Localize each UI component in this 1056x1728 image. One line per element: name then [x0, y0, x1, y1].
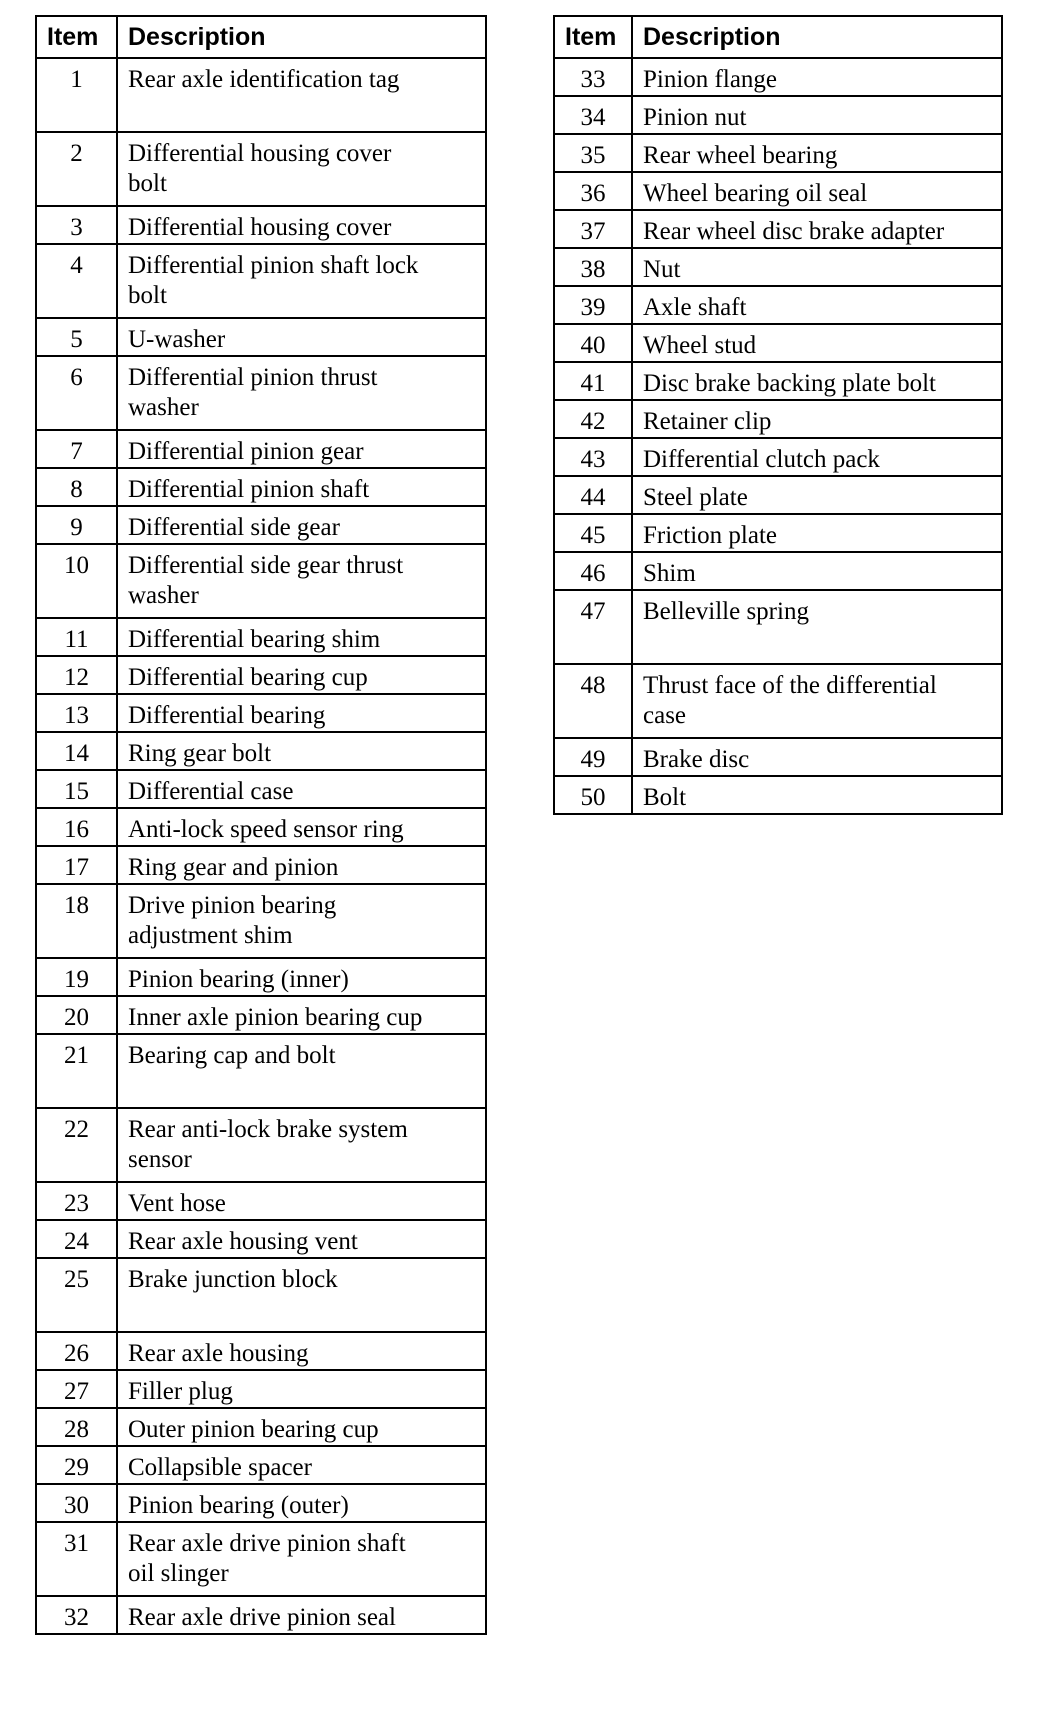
item-description	[632, 738, 1002, 776]
description-line: adjustment shim	[128, 922, 293, 949]
item-number: 18	[36, 884, 117, 958]
item-number: 35	[554, 134, 632, 172]
item-number: 49	[554, 738, 632, 776]
description-line: bolt	[128, 282, 167, 309]
item-description	[117, 808, 486, 846]
table-body-left	[36, 58, 486, 1634]
item-number: 3	[36, 206, 117, 244]
item-description	[632, 286, 1002, 324]
item-description	[117, 430, 486, 468]
description-line: washer	[128, 582, 199, 609]
description-line: Wheel stud	[643, 332, 757, 359]
description-line: Anti-lock speed sensor ring	[128, 816, 404, 843]
item-description	[117, 1408, 486, 1446]
description-line: sensor	[128, 1146, 192, 1173]
item-description	[117, 468, 486, 506]
table-row	[36, 1522, 486, 1596]
item-description	[117, 656, 486, 694]
item-number: 41	[554, 362, 632, 400]
description-line: Differential housing cover	[128, 214, 392, 241]
item-description	[632, 514, 1002, 552]
table-row	[36, 1408, 486, 1446]
description-line: Differential bearing	[128, 702, 326, 729]
item-description	[117, 1370, 486, 1408]
item-number: 34	[554, 96, 632, 134]
item-description	[117, 1332, 486, 1370]
item-description	[117, 958, 486, 996]
description-line: Rear axle housing	[128, 1340, 309, 1367]
description-line: Rear axle drive pinion seal	[128, 1604, 396, 1631]
item-number: 2	[36, 132, 117, 206]
table-row	[36, 132, 486, 206]
table-row	[36, 244, 486, 318]
description-line: oil slinger	[128, 1560, 229, 1587]
table-row	[36, 996, 486, 1034]
description-line: Rear wheel bearing	[643, 142, 838, 169]
item-number: 20	[36, 996, 117, 1034]
parts-table-right	[553, 15, 1003, 815]
table-row	[36, 1108, 486, 1182]
item-number: 5	[36, 318, 117, 356]
item-description	[632, 776, 1002, 814]
item-number: 27	[36, 1370, 117, 1408]
item-number: 15	[36, 770, 117, 808]
table-row	[36, 318, 486, 356]
item-number: 39	[554, 286, 632, 324]
table-row	[36, 1370, 486, 1408]
description-line: Differential pinion thrust	[128, 364, 378, 391]
table-header-row	[36, 16, 486, 58]
table-row	[554, 776, 1002, 814]
description-line: Brake disc	[643, 746, 750, 773]
table-row	[36, 1484, 486, 1522]
item-number: 10	[36, 544, 117, 618]
table-row	[36, 846, 486, 884]
column-header-item: Item	[554, 16, 632, 58]
description-line: U-washer	[128, 326, 226, 353]
description-line: Nut	[643, 256, 681, 283]
description-line: Shim	[643, 560, 696, 587]
item-description	[632, 172, 1002, 210]
description-line: Rear axle housing vent	[128, 1228, 358, 1255]
item-number: 40	[554, 324, 632, 362]
description-line: Vent hose	[128, 1190, 226, 1217]
item-description	[117, 694, 486, 732]
table-row	[36, 1220, 486, 1258]
table-row	[36, 770, 486, 808]
column-header-item: Item	[36, 16, 117, 58]
description-line: Bearing cap and bolt	[128, 1042, 336, 1069]
item-description	[117, 318, 486, 356]
item-number: 45	[554, 514, 632, 552]
item-description	[117, 996, 486, 1034]
table-row	[36, 468, 486, 506]
description-line: Rear axle drive pinion shaft	[128, 1530, 406, 1557]
item-description	[632, 476, 1002, 514]
item-number: 29	[36, 1446, 117, 1484]
description-line: Outer pinion bearing cup	[128, 1416, 379, 1443]
item-description	[117, 846, 486, 884]
description-line: Filler plug	[128, 1378, 233, 1405]
item-description	[117, 1484, 486, 1522]
description-line: Friction plate	[643, 522, 777, 549]
table-row	[554, 738, 1002, 776]
item-description	[117, 1034, 486, 1108]
description-line: Drive pinion bearing	[128, 892, 337, 919]
description-line: Differential housing cover	[128, 140, 392, 167]
item-description	[117, 732, 486, 770]
table-row	[36, 1596, 486, 1634]
item-description	[117, 206, 486, 244]
description-line: Disc brake backing plate bolt	[643, 370, 936, 397]
column-header-description: Description	[632, 16, 1002, 58]
description-line: Belleville spring	[643, 598, 809, 625]
item-description	[117, 132, 486, 206]
item-description	[117, 1522, 486, 1596]
item-description	[632, 210, 1002, 248]
table-row	[554, 476, 1002, 514]
item-number: 50	[554, 776, 632, 814]
description-line: Pinion flange	[643, 66, 778, 93]
item-number: 4	[36, 244, 117, 318]
table-row	[554, 248, 1002, 286]
table-row	[36, 206, 486, 244]
description-line: case	[643, 702, 687, 729]
description-line: Differential pinion gear	[128, 438, 364, 465]
description-line: Differential side gear	[128, 514, 340, 541]
item-number: 11	[36, 618, 117, 656]
column-header-description: Description	[117, 16, 486, 58]
description-line: bolt	[128, 170, 167, 197]
item-description	[117, 618, 486, 656]
description-line: Differential side gear thrust	[128, 552, 404, 579]
item-description	[117, 884, 486, 958]
table-row	[36, 958, 486, 996]
description-line: Collapsible spacer	[128, 1454, 312, 1481]
item-number: 12	[36, 656, 117, 694]
item-number: 14	[36, 732, 117, 770]
item-number: 30	[36, 1484, 117, 1522]
description-line: Rear wheel disc brake adapter	[643, 218, 945, 245]
description-line: Pinion bearing (outer)	[128, 1492, 349, 1519]
description-line: Brake junction block	[128, 1266, 338, 1293]
item-description	[117, 544, 486, 618]
item-description	[117, 58, 486, 132]
item-description	[117, 1446, 486, 1484]
description-line: Pinion nut	[643, 104, 747, 131]
item-number: 22	[36, 1108, 117, 1182]
table-row	[554, 286, 1002, 324]
description-line: Differential pinion shaft	[128, 476, 370, 503]
table-row	[36, 58, 486, 132]
table-row	[36, 544, 486, 618]
table-row	[36, 1258, 486, 1332]
description-line: Differential bearing shim	[128, 626, 381, 653]
item-description	[117, 506, 486, 544]
description-line: Differential clutch pack	[643, 446, 880, 473]
table-row	[36, 656, 486, 694]
description-line: Axle shaft	[643, 294, 747, 321]
item-number: 36	[554, 172, 632, 210]
table-row	[554, 590, 1002, 664]
table-row	[554, 210, 1002, 248]
table-row	[554, 134, 1002, 172]
table-row	[554, 172, 1002, 210]
description-line: Differential pinion shaft lock	[128, 252, 419, 279]
table-row	[554, 664, 1002, 738]
description-line: Rear axle identification tag	[128, 66, 400, 93]
item-description	[117, 1220, 486, 1258]
item-number: 44	[554, 476, 632, 514]
description-line: Inner axle pinion bearing cup	[128, 1004, 423, 1031]
table-row	[36, 430, 486, 468]
item-description	[632, 552, 1002, 590]
item-number: 13	[36, 694, 117, 732]
item-number: 23	[36, 1182, 117, 1220]
item-number: 19	[36, 958, 117, 996]
item-description	[632, 664, 1002, 738]
description-line: washer	[128, 394, 199, 421]
item-number: 33	[554, 58, 632, 96]
table-row	[36, 618, 486, 656]
table-row	[36, 1332, 486, 1370]
description-line: Pinion bearing (inner)	[128, 966, 349, 993]
description-line: Differential bearing cup	[128, 664, 368, 691]
table-row	[554, 324, 1002, 362]
item-number: 32	[36, 1596, 117, 1634]
description-line: Steel plate	[643, 484, 748, 511]
table-row	[36, 1182, 486, 1220]
item-description	[117, 244, 486, 318]
table-row	[36, 1446, 486, 1484]
table-row	[554, 438, 1002, 476]
item-number: 9	[36, 506, 117, 544]
item-number: 38	[554, 248, 632, 286]
item-description	[117, 1596, 486, 1634]
table-row	[36, 884, 486, 958]
table-row	[554, 400, 1002, 438]
item-description	[632, 58, 1002, 96]
item-number: 46	[554, 552, 632, 590]
description-line: Retainer clip	[643, 408, 772, 435]
item-number: 43	[554, 438, 632, 476]
table-row	[554, 58, 1002, 96]
item-number: 37	[554, 210, 632, 248]
table-body-right	[554, 58, 1002, 814]
item-number: 42	[554, 400, 632, 438]
description-line: Rear anti-lock brake system	[128, 1116, 408, 1143]
parts-table-left	[35, 15, 487, 1635]
item-description	[117, 1258, 486, 1332]
table-row	[36, 356, 486, 430]
description-line: Thrust face of the differential	[643, 672, 937, 699]
item-number: 7	[36, 430, 117, 468]
item-number: 25	[36, 1258, 117, 1332]
description-line: Ring gear bolt	[128, 740, 272, 767]
item-description	[117, 356, 486, 430]
item-description	[117, 1182, 486, 1220]
description-line: Wheel bearing oil seal	[643, 180, 868, 207]
item-description	[632, 96, 1002, 134]
item-description	[632, 362, 1002, 400]
item-number: 48	[554, 664, 632, 738]
table-row	[36, 732, 486, 770]
item-number: 47	[554, 590, 632, 664]
description-line: Bolt	[643, 784, 687, 811]
item-number: 1	[36, 58, 117, 132]
table-row	[554, 514, 1002, 552]
table-row	[36, 694, 486, 732]
item-description	[632, 590, 1002, 664]
item-description	[632, 134, 1002, 172]
item-number: 17	[36, 846, 117, 884]
item-number: 16	[36, 808, 117, 846]
item-description	[632, 400, 1002, 438]
item-number: 26	[36, 1332, 117, 1370]
table-row	[36, 1034, 486, 1108]
table-header-row	[554, 16, 1002, 58]
table-row	[554, 552, 1002, 590]
table-row	[36, 506, 486, 544]
item-description	[632, 248, 1002, 286]
table-row	[554, 96, 1002, 134]
item-number: 21	[36, 1034, 117, 1108]
item-number: 8	[36, 468, 117, 506]
item-description	[632, 438, 1002, 476]
item-description	[632, 324, 1002, 362]
item-number: 28	[36, 1408, 117, 1446]
item-description	[117, 1108, 486, 1182]
description-line: Differential case	[128, 778, 294, 805]
item-number: 31	[36, 1522, 117, 1596]
item-description	[117, 770, 486, 808]
table-row	[36, 808, 486, 846]
description-line: Ring gear and pinion	[128, 854, 339, 881]
item-number: 6	[36, 356, 117, 430]
table-row	[554, 362, 1002, 400]
item-number: 24	[36, 1220, 117, 1258]
